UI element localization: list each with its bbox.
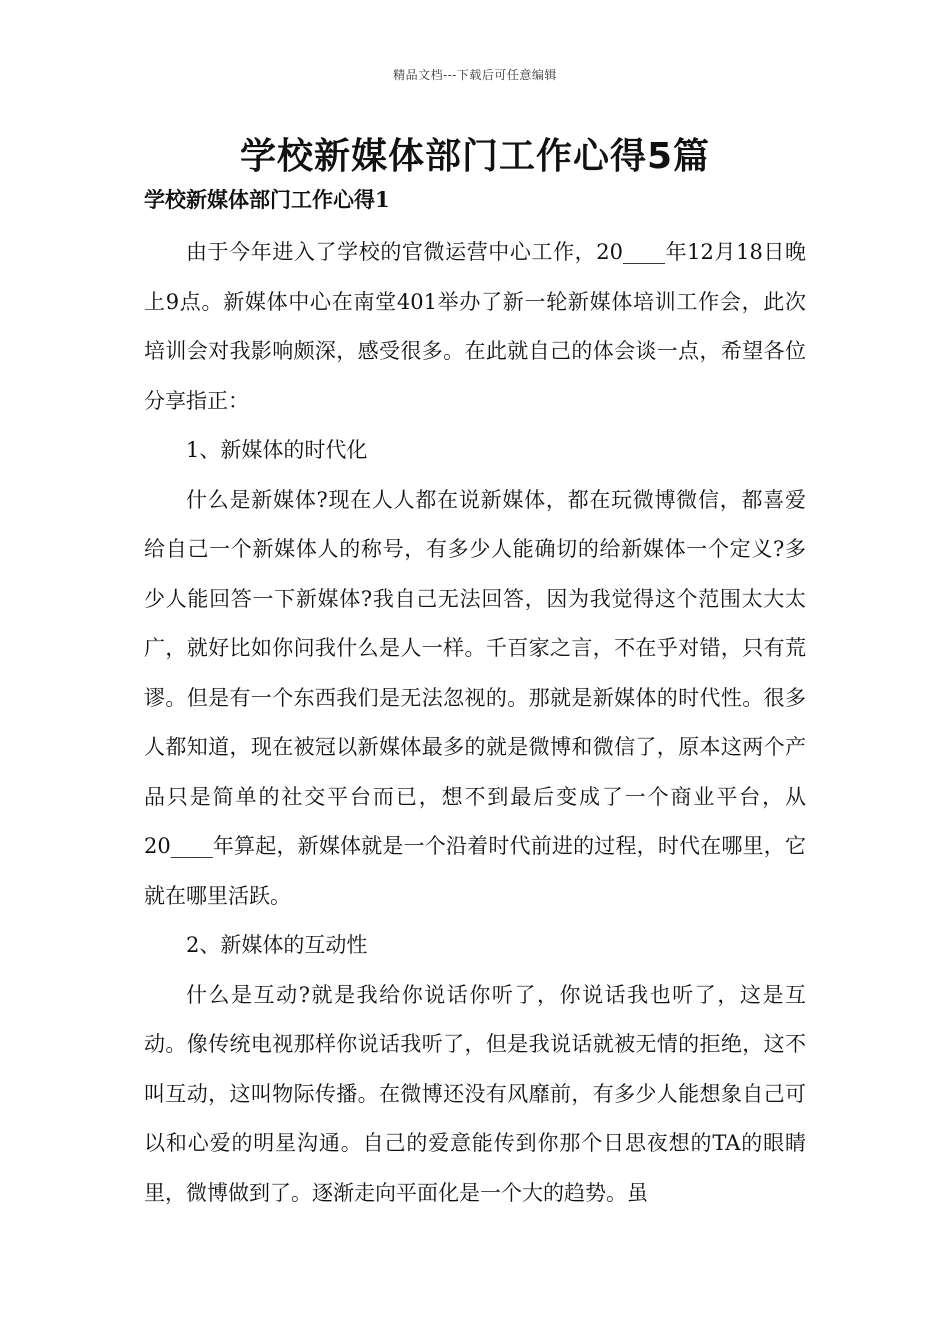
body-text	[144, 228, 806, 1218]
paragraph-intro: 由于今年进入了学校的官微运营中心工作，20____年12月18日晚上9点。新媒体中心在南堂401举办了新一轮新媒体培训工作会，此次培训会对我影响颇深，感受很多。在此就自己的体会谈一点，希望各位分享指正：	[144, 240, 806, 413]
section-title: 学校新媒体部门工作心得1	[144, 187, 390, 212]
subheading-interactivity: 2、新媒体的互动性	[186, 933, 368, 957]
subheading-timeliness: 1、新媒体的时代化	[186, 438, 368, 462]
header-note: 精品文档---下载后可任意编辑	[393, 68, 557, 82]
paragraph-interactivity: 什么是互动?就是我给你说话你听了，你说话我也听了，这是互动。像传统电视那样你说话我听了，但是我说话就被无情的拒绝，这不叫互动，这叫物际传播。在微博还没有风靡前，有多少人能想象自己可以和心爱的明星沟通。自己的爱意能传到你那个日思夜想的TA的眼睛里，微博做到了。逐渐走向平面化是一个大的趋势。虽	[144, 982, 806, 1205]
document-title: 学校新媒体部门工作心得5篇	[239, 136, 711, 177]
paragraph-timeliness: 什么是新媒体?现在人人都在说新媒体，都在玩微博微信，都喜爱给自己一个新媒体人的称号，有多少人能确切的给新媒体一个定义?多少人能回答一下新媒体?我自己无法回答，因为我觉得这个范围太大太广，就好比如你问我什么是人一样。千百家之言，不在乎对错，只有荒谬。但是有一个东西我们是无法忽视的。那就是新媒体的时代性。很多人都知道，现在被冠以新媒体最多的就是微博和微信了，原本这两个产品只是简单的社交平台而已，想不到最后变成了一个商业平台，从20____年算起，新媒体就是一个沿着时代前进的过程，时代在哪里，它就在哪里活跃。	[144, 487, 806, 908]
